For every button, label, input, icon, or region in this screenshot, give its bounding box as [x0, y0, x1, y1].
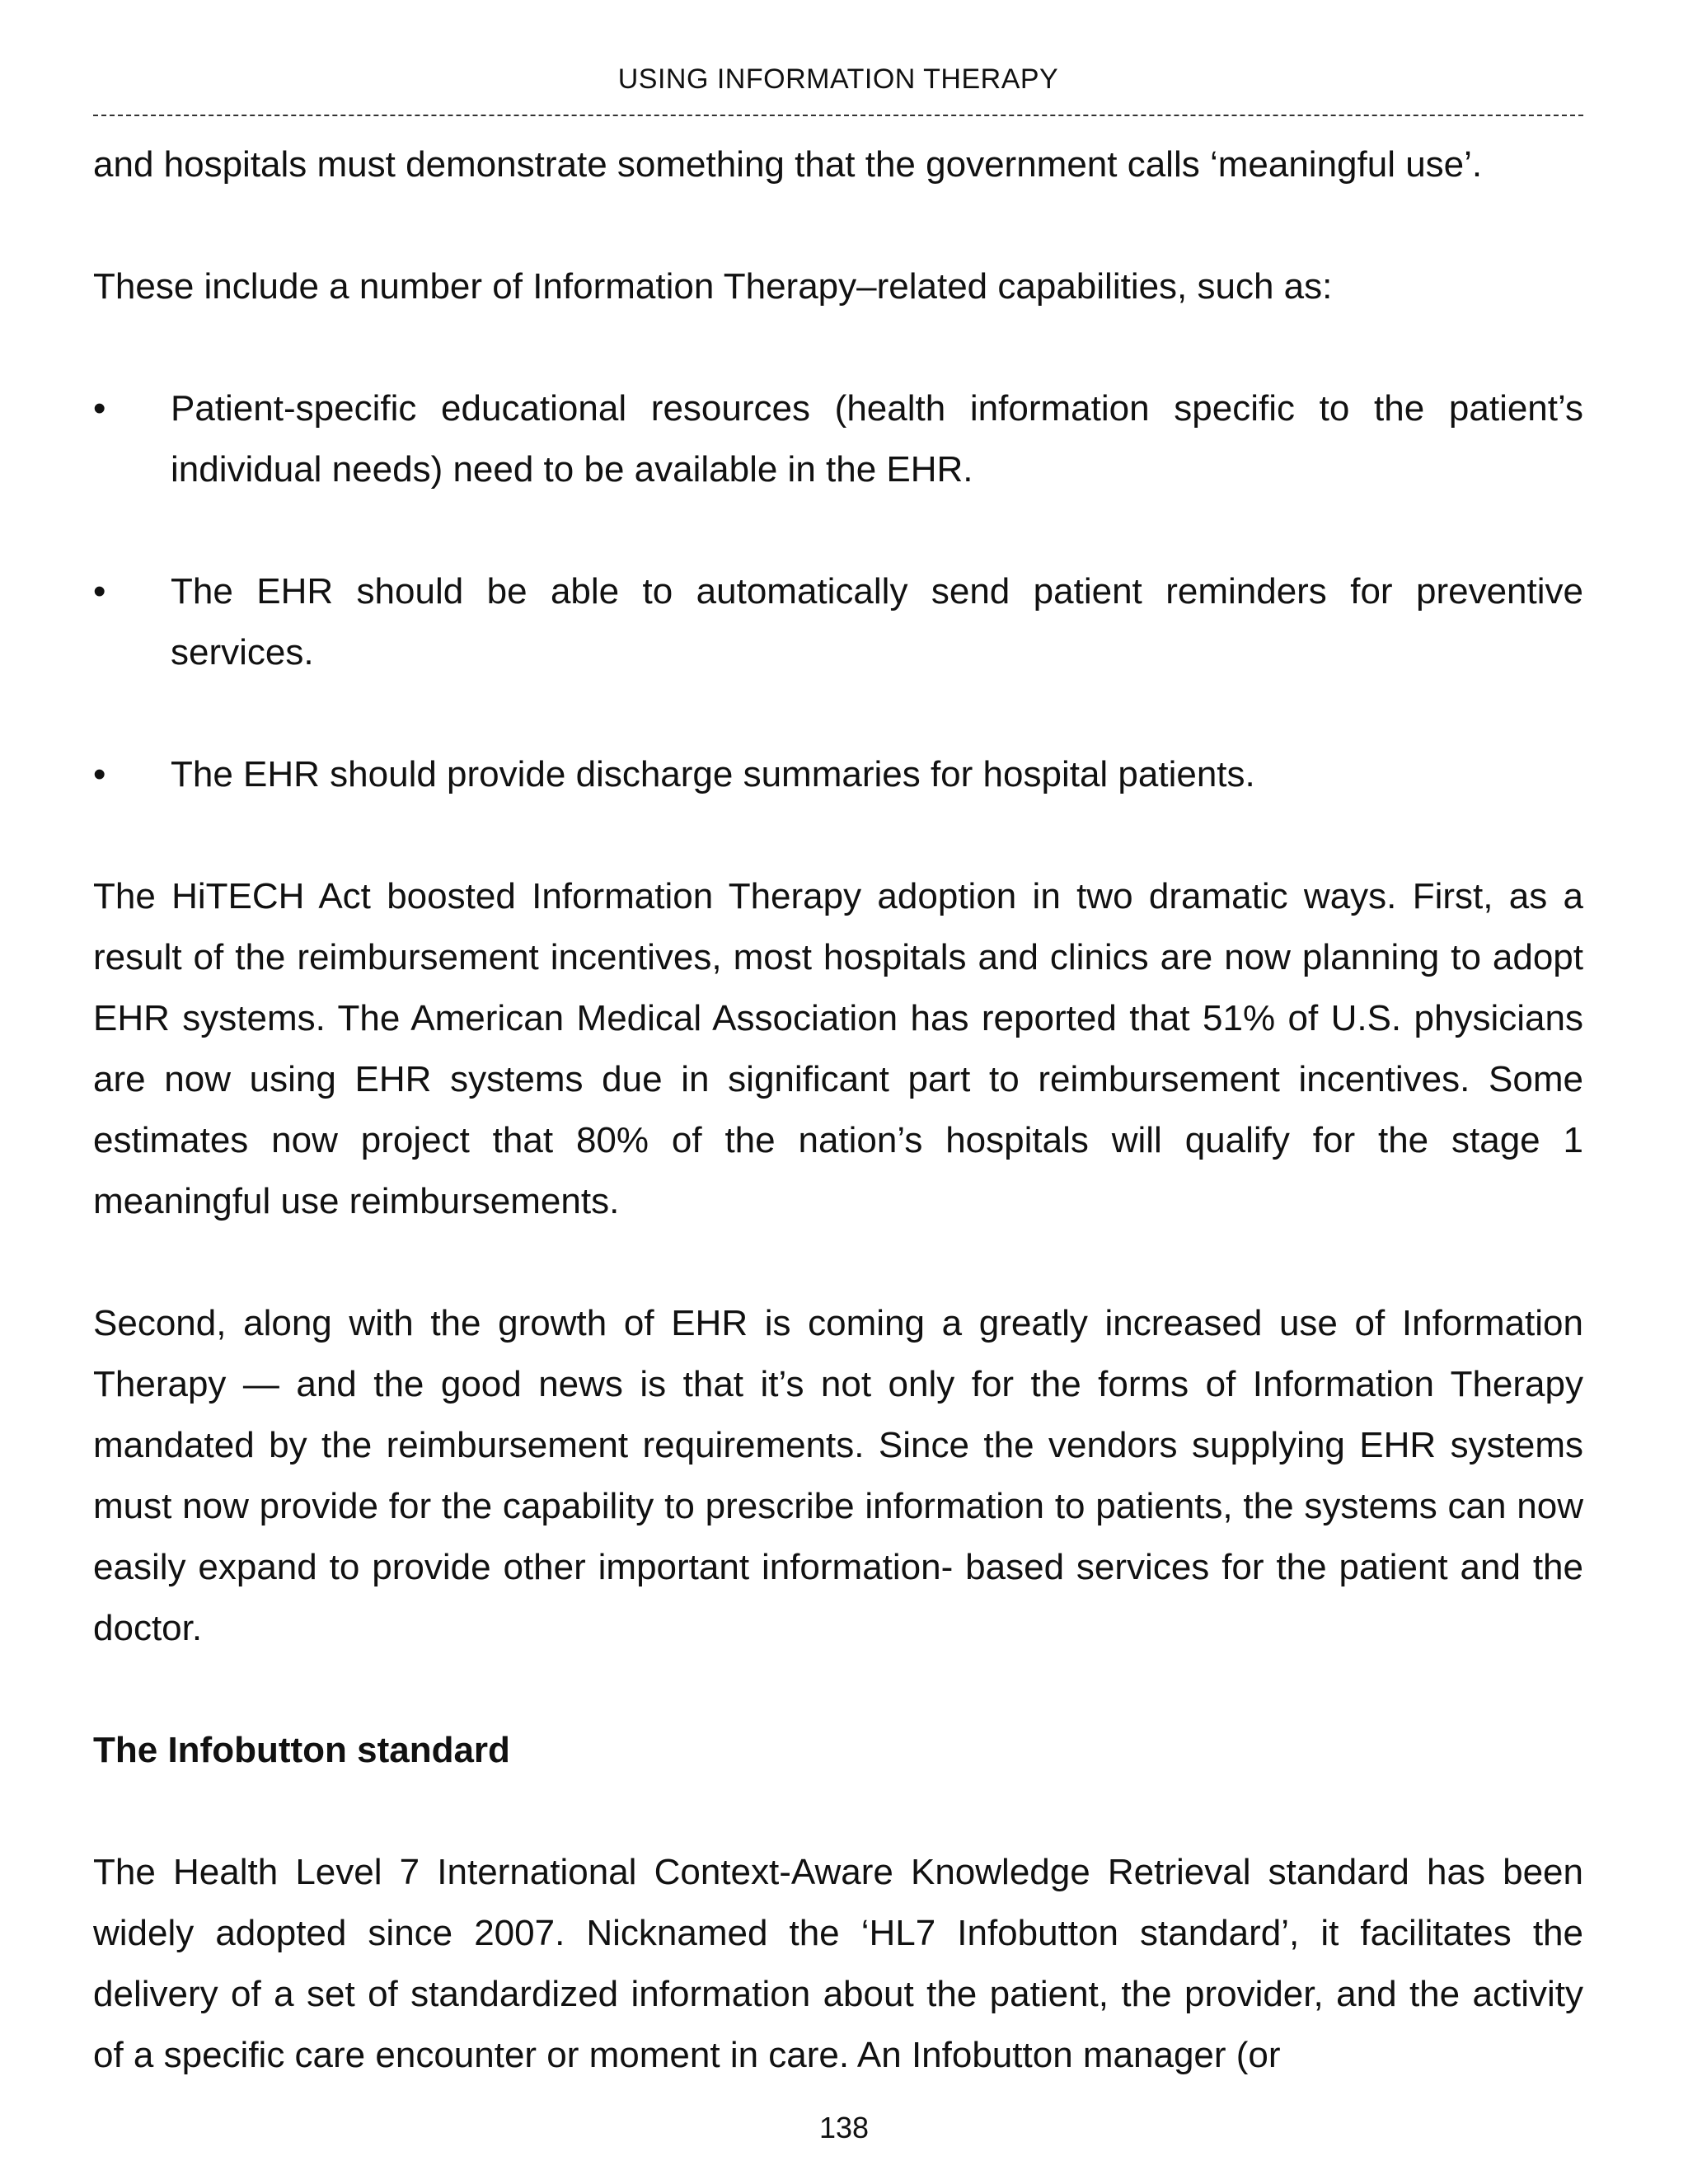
capabilities-list — [93, 378, 1583, 805]
header-divider — [93, 115, 1583, 116]
paragraph-capabilities-intro: These include a number of Information Therapy–related capabilities, such as: — [93, 266, 1333, 307]
list-item-text: Patient-specific educational resources (health information specific to the patient’s individual needs) need to be available in the EHR. — [171, 388, 1583, 490]
paragraph-infobutton: The Health Level 7 International Context-Aware Knowledge Retrieval standard has been widely adopted since 2007. Nicknamed the ‘HL7 Infobutton standard’, it facilitates the delivery of a set of standardized information about the patient, the provider, and the activity of a specific care encounter or moment in care. An Infobutton manager (or — [93, 1852, 1583, 2075]
page-body — [93, 134, 1583, 2086]
list-item — [93, 744, 1583, 805]
page-number: 138 — [818, 2111, 870, 2144]
paragraph-meaningful-use: and hospitals must demonstrate something that the government calls ‘meaningful use’. — [93, 144, 1483, 185]
section-heading: The Infobutton standard — [93, 1730, 510, 1770]
bullet-icon: • — [93, 571, 106, 612]
list-item — [93, 378, 1583, 500]
list-item-text: The EHR should be able to automatically send patient reminders for preventive services. — [171, 571, 1583, 673]
list-item — [93, 561, 1583, 683]
bullet-icon: • — [93, 388, 106, 429]
list-item-text: The EHR should provide discharge summaries for hospital patients. — [171, 754, 1255, 794]
bullet-icon: • — [93, 754, 106, 794]
paragraph-hitech-act: The HiTECH Act boosted Information Therapy adoption in two dramatic ways. First, as a result of the reimbursement incentives, most hospitals and clinics are now planning to adopt EHR systems. The American Medical Association has reported that 51% of U.S. physicians are now using EHR systems due in significant part to reimbursement incentives. Some estimates now project that 80% of the nation’s hospitals will qualify for the stage 1 meaningful use reimbursements. — [93, 876, 1583, 1221]
paragraph-ehr-growth: Second, along with the growth of EHR is coming a greatly increased use of Information Therapy — and the good news is that it’s not only for the forms of Information Therapy mandated by the reimbursement requirements. Since the vendors supplying EHR systems must now provide for the capability to prescribe information to patients, the systems can now easily expand to provide other important information- based services for the patient and the doctor. — [93, 1303, 1583, 1648]
running-header: USING INFORMATION THERAPY — [617, 63, 1059, 95]
